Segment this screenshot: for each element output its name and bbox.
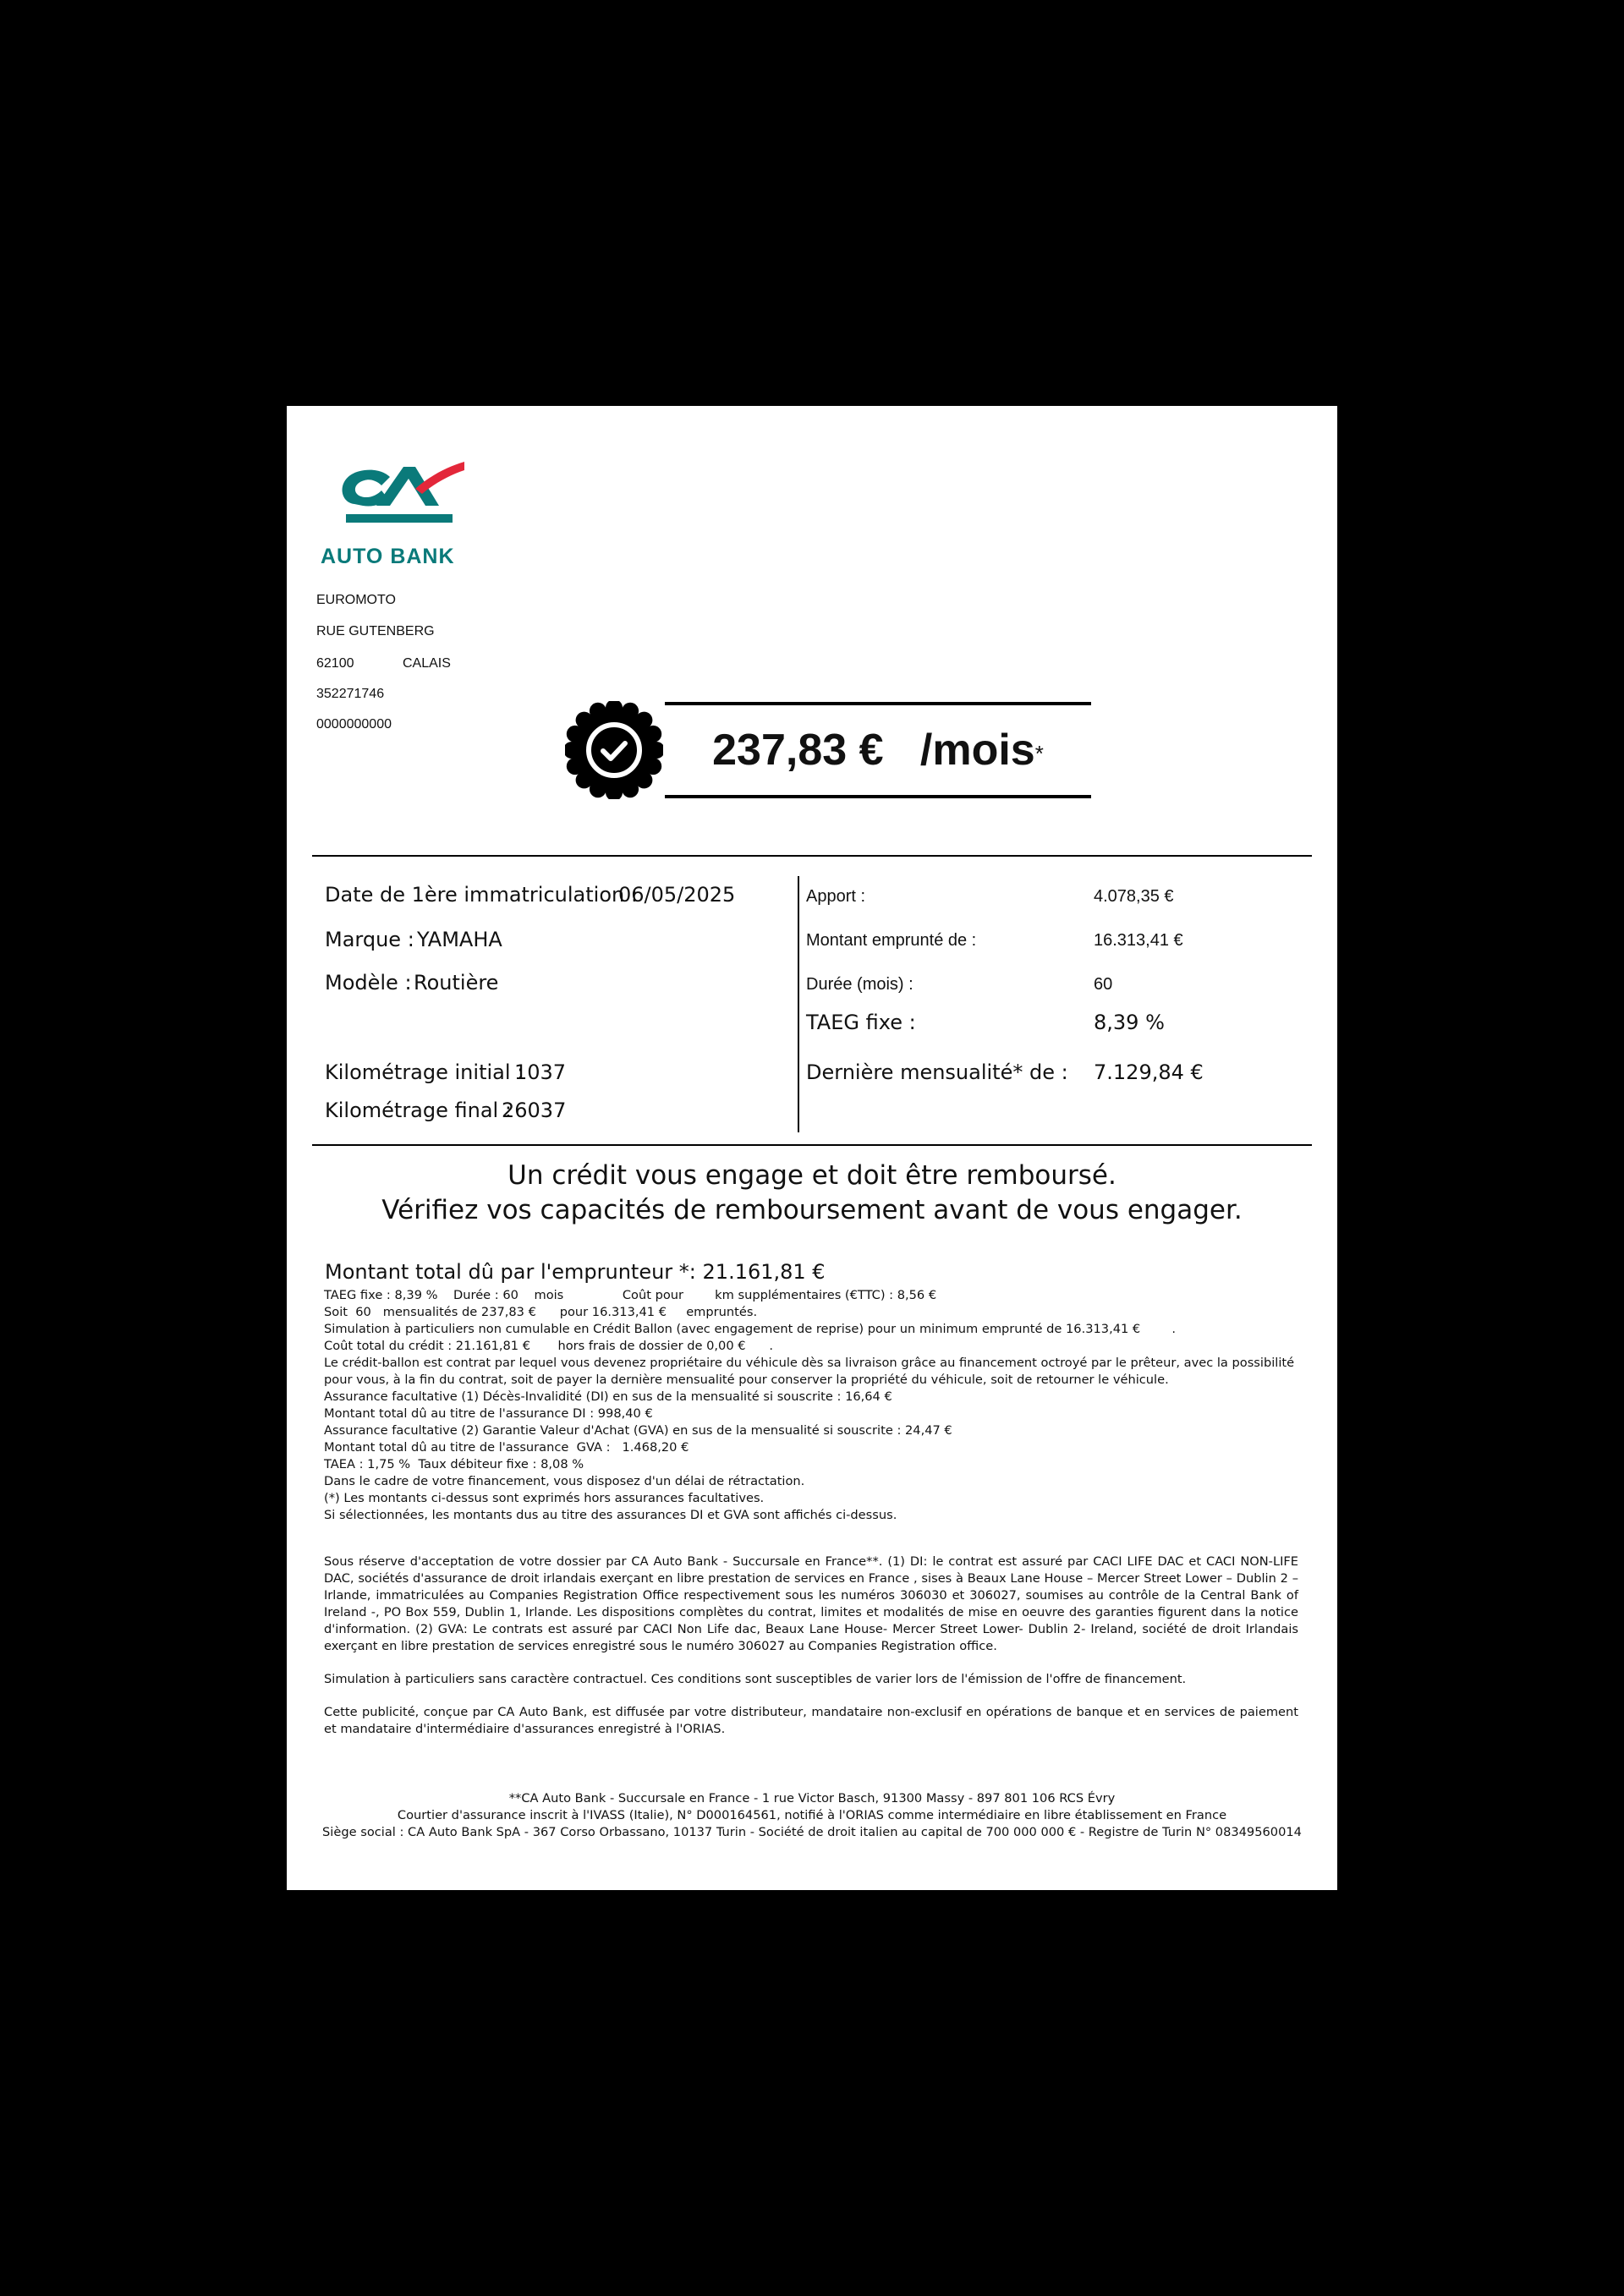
deposit-label: Apport :: [806, 887, 866, 906]
borrowed-value: 16.313,41 €: [1094, 931, 1183, 950]
detail-line: Simulation à particuliers non cumulable en Crédit Ballon (avec engagement de reprise) pour un minimum emprunté de 16.313,41 € .: [324, 1322, 1176, 1336]
detail-line: (*) Les montants ci-dessus sont exprimés hors assurances facultatives.: [324, 1491, 765, 1505]
dealer-id: 352271746: [316, 687, 385, 701]
model-value: Routière: [414, 971, 499, 995]
taeg-value: 8,39 %: [1094, 1011, 1165, 1034]
brand-value: YAMAHA: [417, 928, 502, 951]
km-final-value: 26037: [502, 1099, 567, 1122]
detail-line: Montant total dû au titre de l'assurance GVA : 1.468,20 €: [324, 1440, 689, 1455]
footer-line-1: **CA Auto Bank - Succursale en France - 1 rue Victor Basch, 91300 Massy - 897 801 106 RCS Évry: [508, 1791, 1116, 1806]
credit-warning: [287, 1159, 1337, 1228]
model-label: Modèle :: [325, 971, 412, 995]
registration-value: 06/05/2025: [618, 883, 736, 907]
detail-line: Assurance facultative (2) Garantie Valeur d'Achat (GVA) en sus de la mensualité si souscrite : 24,47 €: [324, 1423, 952, 1438]
top-divider: [312, 855, 1312, 857]
duration-value: 60: [1094, 975, 1113, 994]
dealer-city: CALAIS: [403, 656, 451, 671]
check-circle-badge-icon: [565, 701, 663, 799]
detail-line: TAEA : 1,75 % Taux débiteur fixe : 8,08 %: [324, 1457, 584, 1471]
bottom-divider: [312, 1144, 1312, 1146]
detail-line: Si sélectionnées, les montants dus au titre des assurances DI et GVA sont affichés ci-dessus.: [324, 1508, 897, 1522]
warning-line-2: Vérifiez vos capacités de remboursement avant de vous engager.: [381, 1195, 1243, 1225]
detail-line: Coût total du crédit : 21.161,81 € hors frais de dossier de 0,00 € .: [324, 1339, 773, 1353]
document-page: [287, 406, 1337, 1890]
km-final-label: Kilométrage final :: [325, 1099, 512, 1122]
brand-name: AUTO BANK: [321, 545, 455, 568]
detail-line: pour vous, à la fin du contrat, soit de payer la dernière mensualité pour conserver la propriété du véhicule, soit de retourner le véhicule.: [324, 1373, 1169, 1387]
warning-line-1: Un crédit vous engage et doit être remboursé.: [508, 1160, 1116, 1191]
monthly-period: /mois: [919, 726, 1035, 775]
monthly-asterisk: *: [1034, 740, 1044, 766]
footer-line-2: Courtier d'assurance inscrit à l'IVASS (Italie), N° D000164561, notifié à l'ORIAS comme intermédiaire en libre établissement en France: [397, 1808, 1227, 1822]
km-initial-label: Kilométrage initial :: [325, 1060, 524, 1084]
ca-logo-icon: [321, 455, 481, 555]
legal-simulation: Simulation à particuliers sans caractère contractuel. Ces conditions sont susceptibles de varier lors de l'émission de l'offre de financement.: [324, 1672, 1187, 1686]
total-due-value: 21.161,81 €: [702, 1260, 826, 1284]
brand-label: Marque :: [325, 928, 414, 951]
detail-line: Le crédit-ballon est contrat par lequel vous devenez propriétaire du véhicule dès sa livraison grâce au financement octroyé par le prêteur, avec la possibilité: [324, 1356, 1295, 1370]
last-payment-value: 7.129,84 €: [1094, 1060, 1204, 1084]
detail-line: TAEG fixe : 8,39 % Durée : 60 mois Coût pour km supplémentaires (€TTC) : 8,56 €: [324, 1288, 937, 1302]
taeg-label: TAEG fixe :: [806, 1011, 916, 1034]
footer: [287, 1790, 1337, 1841]
borrowed-label: Montant emprunté de :: [806, 931, 977, 950]
dealer-street: RUE GUTENBERG: [316, 624, 435, 638]
monthly-price-box: [665, 702, 1091, 798]
dealer-postcode: 62100: [316, 656, 354, 671]
footer-line-3: Siège social : CA Auto Bank SpA - 367 Corso Orbassano, 10137 Turin - Société de droit italien au capital de 700 000 000 € - Registre de Turin N° 08349560014: [322, 1825, 1302, 1839]
total-due: [325, 1260, 826, 1284]
total-due-label: Montant total dû par l'emprunteur *:: [325, 1260, 696, 1284]
detail-line: Dans le cadre de votre financement, vous disposez d'un délai de rétractation.: [324, 1474, 805, 1488]
detail-line: Soit 60 mensualités de 237,83 € pour 16.313,41 € empruntés.: [324, 1305, 758, 1319]
dealer-name: EUROMOTO: [316, 593, 396, 607]
duration-label: Durée (mois) :: [806, 975, 914, 994]
dealer-code: 0000000000: [316, 717, 392, 732]
monthly-amount: 237,83 €: [712, 726, 884, 775]
detail-line: Assurance facultative (1) Décès-Invalidité (DI) en sus de la mensualité si souscrite : 16,64 €: [324, 1389, 892, 1404]
financing-details: [324, 1287, 1298, 1524]
legal-reserve: Sous réserve d'acceptation de votre dossier par CA Auto Bank - Succursale en France**. (1) DI: le contrat est assuré par CACI LIFE DAC et CACI NON-LIFE DAC, sociétés d'assurance de droit irlandais exerçant en libre prestation de services en France , sises à Beaux Lane House – Mercer Street Lower – Dublin 2 –Irlande, immatriculées au Companies Registration Office respectivement sous les numéros 306030 et 306027, soumises au contrôle de la Central Bank of Ireland -, PO Box 559, Dublin 1, Irlande. Les dispositions complètes du contrat, limites et modalités de mise en oeuvre des garanties figurent dans la notice d'information. (2) GVA: Le contrats est assuré par CACI Non Life dac, Beaux Lane House- Mercer Street Lower- Dublin 2- Ireland, société de droit Irlandais exerçant en libre prestation de services enregistré sous le numéro 306027 au Companies Registration office.: [324, 1554, 1298, 1653]
column-divider: [798, 876, 799, 1132]
km-initial-value: 1037: [514, 1060, 567, 1084]
last-payment-label: Dernière mensualité* de :: [806, 1060, 1068, 1084]
deposit-value: 4.078,35 €: [1094, 887, 1174, 906]
detail-line: Montant total dû au titre de l'assurance DI : 998,40 €: [324, 1406, 653, 1421]
legal-publicity: Cette publicité, conçue par CA Auto Bank, est diffusée par votre distributeur, mandataire non-exclusif en opérations de banque et en services de paiement et mandataire d'intermédiaire d'assurances enregistré à l'ORIAS.: [324, 1705, 1298, 1736]
registration-label: Date de 1ère immatriculation :: [325, 883, 638, 907]
